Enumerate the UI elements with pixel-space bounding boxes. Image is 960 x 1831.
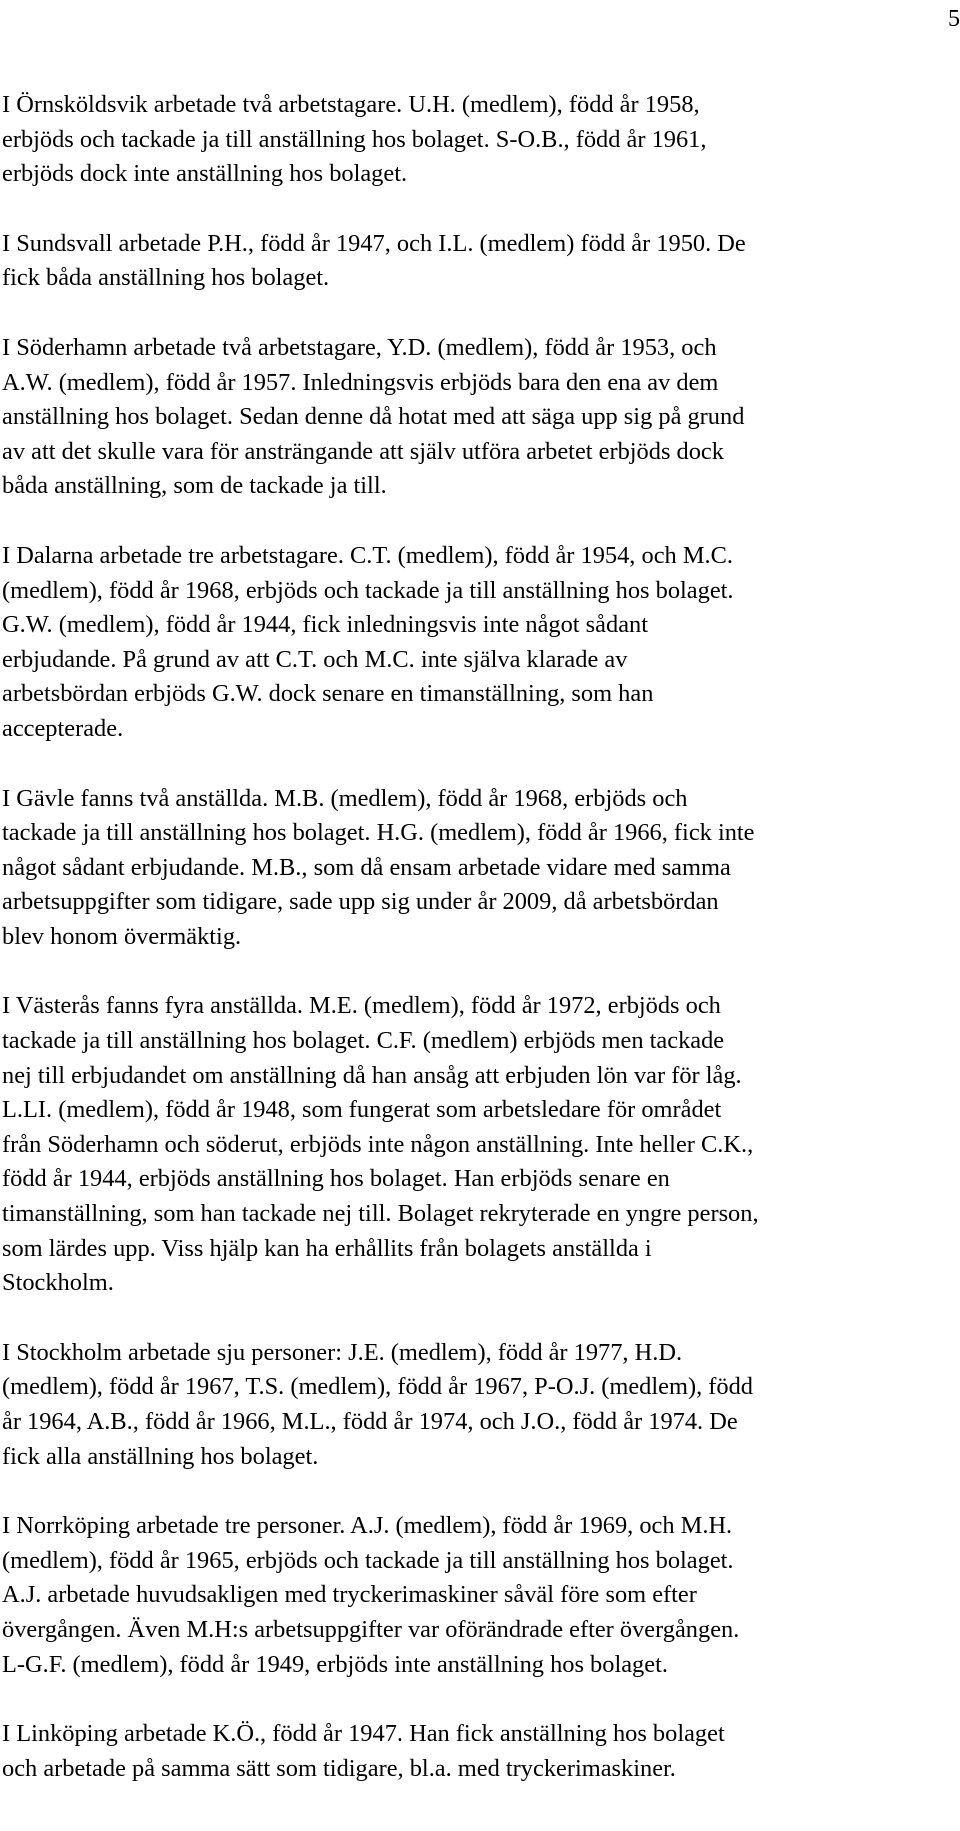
document-body xyxy=(2,88,952,1821)
paragraph-ornskoldsvik: I Örnsköldsvik arbetade två arbetstagare. U.H. (medlem), född år 1958, erbjöds och tackade ja till anställning hos bolaget. S-O.B., född år 1961, erbjöds dock inte anställning hos bolaget. xyxy=(2,91,707,188)
paragraph-dalarna: I Dalarna arbetade tre arbetstagare. C.T. (medlem), född år 1954, och M.C. (medlem), född år 1968, erbjöds och tackade ja till anställning hos bolaget. G.W. (medlem), född år 1944, fick inledningsvis inte något sådant erbjudande. På grund av att C.T. och M.C. inte själva klarade av arbetsbördan erbjöds G.W. dock senare en timanställning, som han accepterade. xyxy=(2,541,734,742)
paragraph-vasteras: I Västerås fanns fyra anställda. M.E. (medlem), född år 1972, erbjöds och tackade ja till anställning hos bolaget. C.F. (medlem) erbjöds men tackade nej till erbjudandet om anställning då han ansåg att erbjuden lön var för låg. L.LI. (medlem), född år 1948, som fungerat som arbetsledare för området från Söderhamn och söderut, erbjöds inte någon anställning. Inte heller C.K., född år 1944, erbjöds anställning hos bolaget. Han erbjöds senare en timanställning, som han tackade nej till. Bolaget rekryterade en yngre person, som lärdes upp. Viss hjälp kan ha erhållits från bolagets anställda i Stockholm. xyxy=(2,992,759,1297)
paragraph-sundsvall: I Sundsvall arbetade P.H., född år 1947, och I.L. (medlem) född år 1950. De fick båda anställning hos bolaget. xyxy=(2,229,746,292)
page-number: 5 xyxy=(948,6,960,32)
paragraph-linkoping: I Linköping arbetade K.Ö., född år 1947. Han fick anställning hos bolaget och arbetade på samma sätt som tidigare, bl.a. med tryckerimaskiner. xyxy=(2,1720,725,1782)
paragraph-norrkoping: I Norrköping arbetade tre personer. A.J. (medlem), född år 1969, och M.H. (medlem), född år 1965, erbjöds och tackade ja till anställning hos bolaget. A.J. arbetade huvudsakligen med tryckerimaskiner såväl före som efter övergången. Även M.H:s arbetsuppgifter var oförändrade efter övergången. L-G.F. (medlem), född år 1949, erbjöds inte anställning hos bolaget. xyxy=(2,1512,740,1678)
paragraph-stockholm: I Stockholm arbetade sju personer: J.E. (medlem), född år 1977, H.D. (medlem), född år 1967, T.S. (medlem), född år 1967, P-O.J. (medlem), född år 1964, A.B., född år 1966, M.L., född år 1974, och J.O., född år 1974. De fick alla anställning hos bolaget. xyxy=(2,1338,753,1470)
paragraph-soderhamn: I Söderhamn arbetade två arbetstagare, Y.D. (medlem), född år 1953, och A.W. (medlem), född år 1957. Inledningsvis erbjöds bara den ena av dem anställning hos bolaget. Sedan denne då hotat med att säga upp sig på grund av att det skulle vara för ansträngande att själv utföra arbetet erbjöds dock båda anställning, som de tackade ja till. xyxy=(2,333,745,500)
paragraph-gavle: I Gävle fanns två anställda. M.B. (medlem), född år 1968, erbjöds och tackade ja till anställning hos bolaget. H.G. (medlem), född år 1966, fick inte något sådant erbjudande. M.B., som då ensam arbetade vidare med samma arbetsuppgifter som tidigare, sade upp sig under år 2009, då arbetsbördan blev honom övermäktig. xyxy=(2,784,755,950)
